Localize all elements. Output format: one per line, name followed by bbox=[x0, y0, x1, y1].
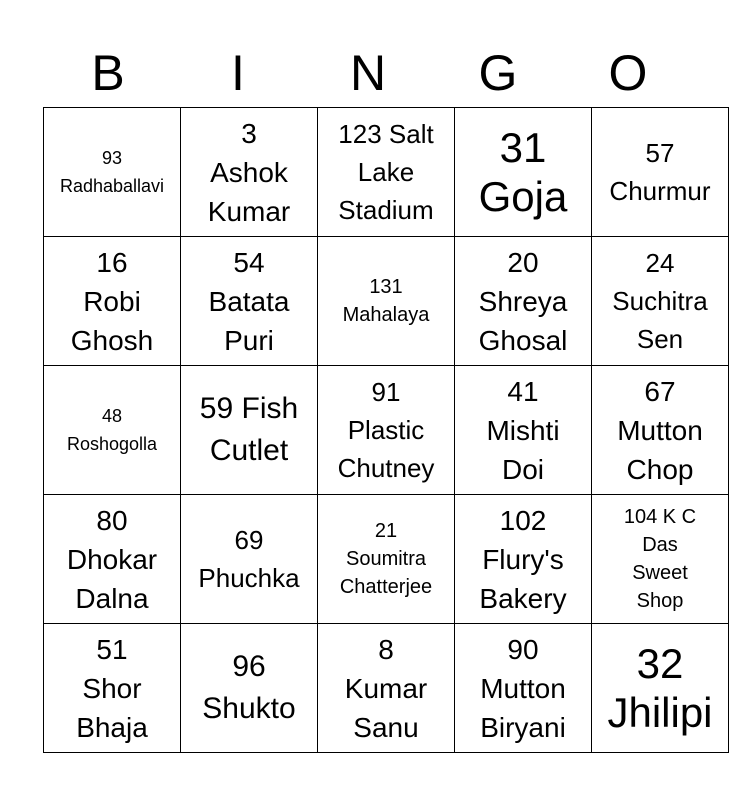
bingo-cell[interactable] bbox=[181, 237, 318, 366]
bingo-cell[interactable] bbox=[181, 108, 318, 237]
bingo-cell[interactable] bbox=[592, 366, 729, 495]
grid-row-4 bbox=[44, 495, 729, 624]
bingo-cell[interactable] bbox=[455, 108, 592, 237]
grid-row-1 bbox=[44, 108, 729, 237]
cell-label: 93 Radhaballavi bbox=[59, 148, 165, 196]
bingo-grid bbox=[43, 107, 729, 753]
bingo-cell[interactable] bbox=[44, 495, 181, 624]
bingo-header bbox=[43, 42, 693, 104]
cell-label: 80 Dhokar Dalna bbox=[66, 504, 158, 614]
cell-label: 3 Ashok Kumar bbox=[207, 117, 291, 227]
cell-label: 51 Shor Bhaja bbox=[76, 633, 148, 743]
bingo-cell[interactable] bbox=[318, 108, 455, 237]
bingo-cell[interactable] bbox=[592, 624, 729, 753]
cell-label: 69 Phuchka bbox=[198, 525, 300, 593]
bingo-cell[interactable] bbox=[44, 366, 181, 495]
cell-label: 104 K C Das Sweet Shop bbox=[623, 506, 697, 612]
cell-label: 91 Plastic Chutney bbox=[337, 377, 435, 483]
bingo-cell[interactable] bbox=[318, 237, 455, 366]
bingo-cell[interactable] bbox=[44, 624, 181, 753]
cell-label: 96 Shukto bbox=[202, 650, 296, 725]
bingo-cell[interactable] bbox=[44, 237, 181, 366]
cell-label: 31 Goja bbox=[478, 124, 568, 220]
bingo-cell[interactable] bbox=[592, 237, 729, 366]
bingo-cell[interactable] bbox=[181, 495, 318, 624]
bingo-cell[interactable] bbox=[318, 495, 455, 624]
cell-label: 24 Suchitra Sen bbox=[612, 248, 708, 354]
header-letter-b: B bbox=[91, 45, 125, 101]
cell-label: 90 Mutton Biryani bbox=[480, 633, 566, 743]
cell-label: 67 Mutton Chop bbox=[617, 375, 703, 485]
cell-label: 57 Churmur bbox=[609, 138, 711, 206]
cell-label: 48 Roshogolla bbox=[66, 406, 158, 454]
cell-label: 131 Mahalaya bbox=[342, 276, 430, 326]
bingo-cell[interactable] bbox=[455, 237, 592, 366]
cell-label: 20 Shreya Ghosal bbox=[478, 246, 568, 356]
header-letter-n: N bbox=[349, 45, 387, 101]
bingo-cell[interactable] bbox=[592, 495, 729, 624]
bingo-cell[interactable] bbox=[318, 366, 455, 495]
bingo-cell[interactable] bbox=[455, 624, 592, 753]
bingo-cell[interactable] bbox=[181, 366, 318, 495]
bingo-cell[interactable] bbox=[455, 366, 592, 495]
cell-label: 102 Flury's Bakery bbox=[479, 504, 567, 614]
grid-row-5 bbox=[44, 624, 729, 753]
cell-label: 32 Jhilipi bbox=[607, 640, 713, 736]
header-letter-o: O bbox=[608, 45, 648, 101]
cell-label: 59 Fish Cutlet bbox=[199, 392, 299, 467]
grid-row-2 bbox=[44, 237, 729, 366]
bingo-cell[interactable] bbox=[318, 624, 455, 753]
cell-label: 21 Soumitra Chatterjee bbox=[339, 520, 433, 598]
bingo-cell[interactable] bbox=[455, 495, 592, 624]
cell-label: 41 Mishti Doi bbox=[486, 375, 560, 485]
header-letter-g: G bbox=[478, 45, 518, 101]
bingo-cell[interactable] bbox=[181, 624, 318, 753]
grid-row-3 bbox=[44, 366, 729, 495]
header-letter-i: I bbox=[231, 45, 245, 101]
cell-label: 54 Batata Puri bbox=[208, 246, 290, 356]
cell-label: 123 Salt Lake Stadium bbox=[338, 119, 434, 225]
cell-label: 16 Robi Ghosh bbox=[70, 246, 154, 356]
bingo-cell[interactable] bbox=[44, 108, 181, 237]
cell-label: 8 Kumar Sanu bbox=[344, 633, 428, 743]
bingo-cell[interactable] bbox=[592, 108, 729, 237]
